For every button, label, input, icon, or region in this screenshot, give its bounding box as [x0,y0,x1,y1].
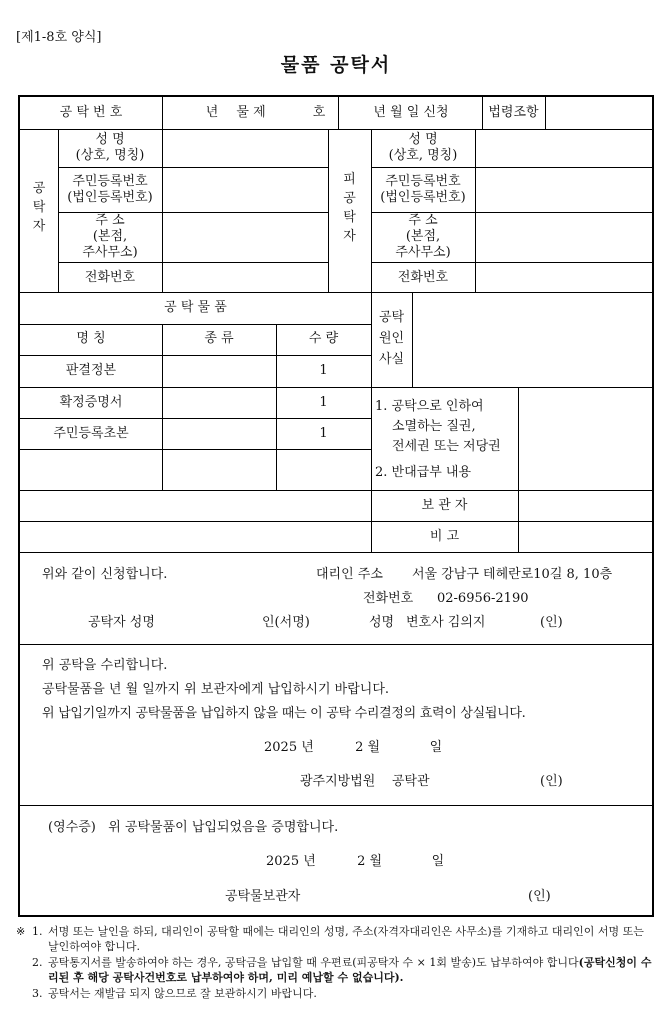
extinguish-field[interactable] [522,392,648,486]
depositor-id-field[interactable] [166,177,324,203]
goods-col-qty: 수 량 [308,331,339,346]
receipt-custodian: 공탁물보관자 [225,889,301,904]
remarks-label: 비 고 [429,529,460,544]
depositor-id-label: 주민등록번호 (법인등록번호) [67,174,153,205]
agent-name: 변호사 김의지 [406,615,486,630]
agent-phone: 02-6956-2190 [437,591,529,606]
deposit-form-table [18,95,654,917]
beneficiary-address-field[interactable] [479,221,647,253]
depositor-side-label: 공 탁 자 [32,181,46,234]
acceptance-line2: 공탁물품을 년 월 일까지 위 보관자에게 납입하시기 바랍니다. [42,682,390,697]
depositor-seal: 인(서명) [262,615,310,630]
deposit-year-label: 년 [205,105,219,120]
agent-name-label: 성명 [369,615,395,630]
form-id: [제1-8호 양식] [16,30,102,45]
footnotes [16,924,656,1002]
request-date: 년 월 일 신청 [373,105,449,120]
acceptance-court: 광주지방법원 공탁관 [300,774,430,789]
agent-seal: (인) [540,615,563,630]
acceptance-date: 2025 년 2 월 일 [264,740,443,755]
goods-row-qty: 1 [319,395,328,410]
agent-address: 서울 강남구 테헤란로10길 8, 10층 [412,567,613,582]
beneficiary-name-label: 성 명 (상호, 명칭) [388,132,458,163]
goods-row-qty: 1 [319,363,328,378]
beneficiary-side-label: 피 공 탁 자 [343,172,356,244]
receipt-line: (영수증) 위 공탁물품이 납입되었음을 증명합니다. [48,820,339,835]
beneficiary-address-label: 주 소 (본점, 주사무소) [395,213,451,260]
depositor-address-field[interactable] [166,221,324,253]
goods-section-label: 공 탁 물 품 [164,300,227,315]
note-mark: ※ [16,925,26,938]
beneficiary-phone-field[interactable] [479,267,647,287]
counter-performance-label: 2. 반대급부 내용 [375,465,472,480]
remarks-field[interactable] [522,526,648,548]
goods-col-name: 명 칭 [76,331,106,346]
cause-label: 공탁 원인 사실 [378,310,405,367]
goods-col-type: 종 류 [204,331,234,346]
custodian-label: 보 관 자 [421,498,468,513]
acceptance-line1: 위 공탁을 수리합니다. [42,658,168,673]
agent-phone-label: 전화번호 [363,591,414,606]
depositor-name-label: 성 명 (상호, 명칭) [75,132,145,163]
extinguish-rights-label: 1. 공탁으로 인하여 소멸하는 질권, 전세권 또는 저당권 [375,399,501,454]
application-text: 위와 같이 신청합니다. [42,567,168,582]
footnote-3: 3. 공탁서는 재발급 되지 않으므로 잘 보관하시기 바랍니다. [32,987,317,1000]
cause-field[interactable] [416,297,648,383]
depositor-name-field[interactable] [166,137,324,163]
goods-row-name: 판결정본 [65,363,117,378]
deposit-goods-label: 물 제 [236,105,266,120]
beneficiary-id-field[interactable] [479,177,647,203]
receipt-seal: (인) [528,889,551,904]
document-title: 물품 공탁서 [280,54,392,76]
footnote-1: ※ 1. 서명 또는 날인을 하되, 대리인이 공탁할 때에는 대리인의 성명, 주소(자격자대리인은 사무소)를 기재하고 대리인이 서명 또는 날인하여야 합니다. [16,925,644,953]
goods-row-name: 확정증명서 [59,395,123,410]
footnote-2: 2. 공탁통지서를 발송하여야 하는 경우, 공탁금을 납입할 때 우편료(피공탁자 수 × 1회 발송)도 납부하여야 합니다(공탁신청이 수리된 후 해당 공탁사건번호로 납부하여야 하며, 미리 예납할 수 없습니다). [32,956,652,984]
beneficiary-name-field[interactable] [479,137,647,163]
acceptance-line3: 위 납입기일까지 공탁물품을 납입하지 않을 때는 이 공탁 수리결정의 효력이 상실됩니다. [42,706,526,721]
legal-basis-label: 법령조항 [488,105,539,120]
acceptance-seal: (인) [540,774,563,789]
custodian-field[interactable] [522,495,648,517]
depositor-phone-label: 전화번호 [84,270,136,285]
depositor-name-sign-label: 공탁자 성명 [88,615,155,630]
goods-row-name: 주민등록초본 [53,426,129,441]
receipt-date: 2025 년 2 월 일 [266,854,445,869]
deposit-ho-label: 호 [312,105,326,120]
depositor-address-label: 주 소 (본점, 주사무소) [82,213,138,260]
beneficiary-id-label: 주민등록번호 (법인등록번호) [380,174,466,205]
goods-row-qty: 1 [319,426,328,441]
agent-address-label: 대리인 주소 [316,567,383,582]
beneficiary-phone-label: 전화번호 [397,270,449,285]
deposit-number-label: 공 탁 번 호 [59,105,123,120]
depositor-phone-field[interactable] [166,267,324,287]
